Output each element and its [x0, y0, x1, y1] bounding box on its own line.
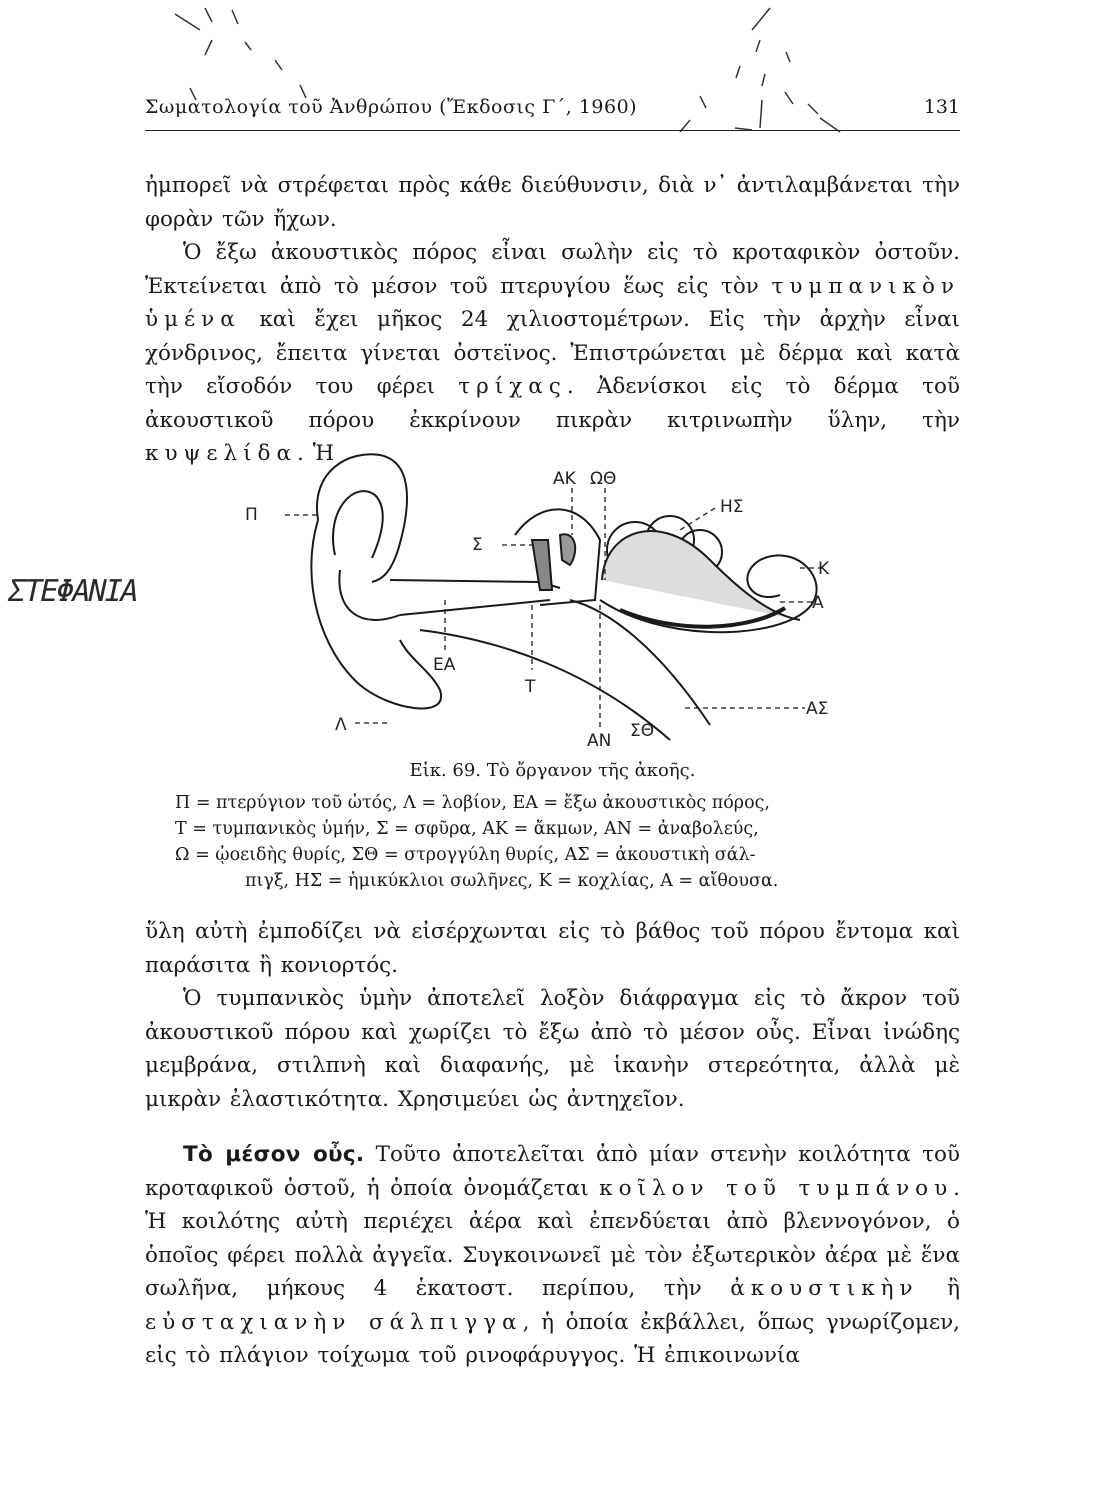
- paragraph-5: [145, 1138, 960, 1373]
- spaced-term: ἀκουστικὴν: [730, 1276, 919, 1301]
- label-AK: ΑΚ: [553, 469, 576, 489]
- text: καὶ ἔχει μῆκος 24 χιλιοστομέτρων. Εἰς τὴν ἀρχὴν εἶναι χόνδρινος, ἔπειτα γίνεται ὀστεϊνος. Ἐπιστρώνεται μὲ δέρμα καὶ κατὰ τὴν εἴσοδόν του φέρει: [145, 307, 960, 399]
- paragraph-1: ἠμπορεῖ νὰ στρέφεται πρὸς κάθε διεύθυνσιν, διὰ ν᾽ ἀντιλαμβάνεται τὴν φορὰν τῶν ἤχων.: [145, 173, 960, 232]
- legend-line: Π = πτερύγιον τοῦ ὠτός, Λ = λοβίον, ΕΑ = ἔξω ἀκουστικὸς πόρος,: [175, 793, 770, 813]
- spaced-term: τρίχας: [458, 374, 567, 399]
- label-AS: ΑΣ: [806, 699, 829, 719]
- running-title: Σωματολογία τοῦ Ἀνθρώπου (Ἔκδοσις Γ΄, 1960): [145, 96, 638, 118]
- legend-line: Τ = τυμπανικὸς ὑμήν, Σ = σφῦρα, ΑΚ = ἄκμων, ΑΝ = ἀναβολεύς,: [175, 819, 759, 839]
- spaced-term: τυμπανικὸν ὑμένα: [145, 273, 960, 332]
- concha: [339, 570, 400, 620]
- label-L: Λ: [335, 715, 347, 735]
- ear-diagram: [240, 440, 880, 755]
- text: . Ἀδενίσκοι εἰς τὸ δέρμα τοῦ ἀκουστικοῦ πόρου ἐκκρίνουν πικρὰν κιτρινωπὴν ὕλην, τὴν: [145, 374, 960, 433]
- spaced-term: κοῖλον τοῦ τυμπάνου: [599, 1175, 954, 1201]
- label-A: Α: [812, 593, 824, 613]
- vestibule: [602, 531, 800, 620]
- leader-HS: [680, 508, 715, 530]
- spaced-term: κυψελίδα: [145, 441, 298, 466]
- section-heading: Τὸ μέσον οὖς.: [183, 1142, 365, 1167]
- ear-canal-lower: [400, 600, 550, 615]
- tympanic-cavity: [515, 509, 600, 605]
- figure-legend: [175, 790, 920, 894]
- label-OTh: ΩΘ: [590, 469, 617, 489]
- label-STh: ΣΘ: [630, 721, 655, 741]
- label-EA: ΕΑ: [433, 655, 456, 675]
- incus: [560, 534, 575, 565]
- pinna-outline: [317, 454, 407, 582]
- figure-caption: Εἰκ. 69. Τὸ ὄργανον τῆς ἀκοῆς.: [409, 760, 696, 781]
- ear-canal-upper: [390, 580, 560, 588]
- text: Ὁ ἔξω ἀκουστικὸς πόρος εἶναι σωλὴν εἰς τὸ κροταφικὸν ὀστοῦν. Ἐκτείνεται ἀπὸ τὸ μέσον τοῦ πτερυγίου ἕως εἰς τὸν: [145, 240, 960, 299]
- paragraph-4: Ὁ τυμπανικὸς ὑμὴν ἀποτελεῖ λοξὸν διάφραγμα εἰς τὸ ἄκρον τοῦ ἀκουστικοῦ πόρου καὶ χωρίζει τὸ ἔξω ἀπὸ τὸ μέσον οὖς. Εἶναι ἰνώδης μεμβράνα, στιλπνὴ καὶ διαφανής, μὲ ἱκανὴν στερεότητα, ἀλλὰ μὲ μικρὰν ἐλαστικότητα. Χρησιμεύει ὡς ἀντηχεῖον.: [145, 986, 960, 1112]
- handwritten-stamp: ΣΤΕΦΑΝΙΑ: [4, 574, 141, 609]
- label-S: Σ: [472, 535, 483, 555]
- page-number: 131: [923, 96, 960, 118]
- page-header: [145, 92, 960, 132]
- label-K: Κ: [818, 559, 830, 579]
- label-HS: ΗΣ: [720, 497, 744, 517]
- pinna-inner: [333, 491, 383, 558]
- legend-line: πιγξ, ΗΣ = ἡμικύκλιοι σωλῆνες, Κ = κοχλίας, Α = αἴθουσα.: [245, 871, 779, 891]
- text: , ἡ ὁποία ἐκβάλλει, ὅπως γνωρίζομεν, εἰς τὸ πλάγιον τοίχωμα τοῦ ρινοφάρυγγος. Ἡ ἐπικοινωνία: [145, 1309, 960, 1368]
- legend-line: Ω = ᾠοειδὴς θυρίς, ΣΘ = στρογγύλη θυρίς, ΑΣ = ἀκουστικὴ σάλ-: [175, 845, 756, 865]
- label-AN: ΑΝ: [587, 731, 612, 751]
- label-P: Π: [245, 505, 258, 525]
- paragraph-2: [145, 236, 960, 471]
- header-rule: [145, 130, 960, 131]
- label-T: Τ: [525, 677, 536, 697]
- text: . Ἡ: [297, 441, 335, 466]
- paragraph-3: ὕλη αὐτὴ ἐμποδίζει νὰ εἰσέρχωνται εἰς τὸ βάθος τοῦ πόρου ἔντομα καὶ παράσιτα ἢ κονιορτός.: [145, 919, 960, 978]
- text: ἢ: [918, 1276, 960, 1301]
- spaced-term: εὐσταχιανὴν σάλπιγγα: [145, 1309, 523, 1335]
- text: Τοῦτο ἀποτελεῖται ἀπὸ μίαν στενὴν κοιλότητα τοῦ κροταφικοῦ ὀστοῦ, ἡ ὁποία ὀνομάζεται: [145, 1142, 960, 1201]
- text: . Ἡ κοιλότης αὐτὴ περιέχει ἀέρα καὶ ἐπενδύεται ἀπὸ βλεννογόνον, ὁ ὁποῖος φέρει πολλὰ ἀγγεῖα. Συγκοινωνεῖ μὲ τὸν ἐξωτερικὸν ἀέρα μὲ ἕνα σωλῆνα, μήκους 4 ἑκατοστ. περίπου, τὴν: [145, 1175, 961, 1301]
